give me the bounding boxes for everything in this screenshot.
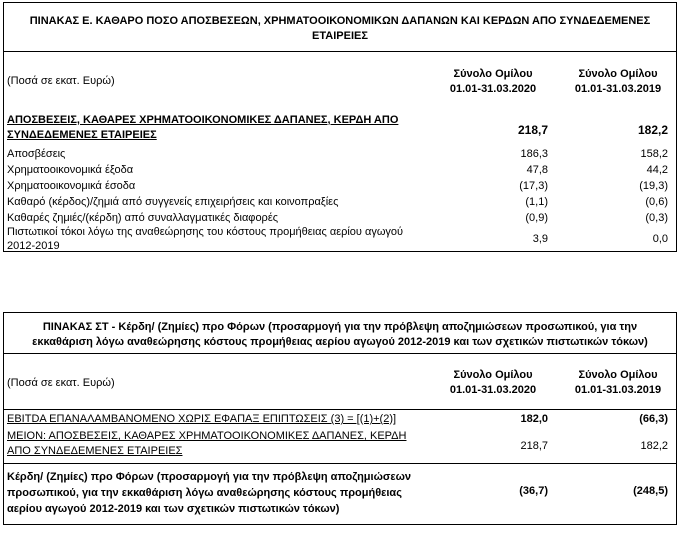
table-row: Χρηματοοικονομικά έσοδα (17,3) (19,3) xyxy=(7,180,668,192)
table-e-col2-header: Σύνολο Ομίλου 01.01-31.03.2019 xyxy=(574,68,662,95)
table-st-divider xyxy=(4,353,676,354)
table-st-divider-2 xyxy=(4,409,676,410)
table-st xyxy=(3,312,677,525)
table-e-total-label: ΑΠΟΣΒΕΣΕΙΣ, ΚΑΘΑΡΕΣ ΧΡΗΜΑΤΟΟΙΚΟΝΟΜΙΚΕΣ ΔΑΠΑΝΕΣ, ΚΕΡΔΗ ΑΠΟ ΣΥΝΔΕΔΕΜΕΝΕΣ ΕΤΑΙΡΕΙΕΣ xyxy=(7,114,399,141)
table-row-ebitda: EBITDA ΕΠΑΝΑΛΑΜΒΑΝΟΜΕΝΟ ΧΩΡΙΣ ΕΦΑΠΑΞ ΕΠΙΠΤΩΣΕΙΣ (3) = [(1)+(2)] 182,0 (66,3) xyxy=(7,413,668,425)
table-st-title: ΠΙΝΑΚΑΣ ΣΤ - Κέρδη/ (Ζημίες) προ Φόρων (προσαρμογή για την πρόβλεψη αποζημιώσεων προσωπικού, για την εκκαθάριση λόγω αναθεώρησης κόστους προμήθειας αερίου αγωγού 2012-2019 και των σχετικών πιστωτικών τόκων) xyxy=(32,321,648,348)
table-e-divider xyxy=(4,51,676,52)
table-e-total-v1: 218,7 xyxy=(517,123,548,137)
table-row: Καθαρές ζημιές/(κέρδη) από συναλλαγματικές διαφορές (0,9) (0,3) xyxy=(7,212,668,224)
table-st-less-v1: 218,7 xyxy=(520,440,548,452)
table-st-col1-header: Σύνολο Ομίλου 01.01-31.03.2020 xyxy=(449,369,537,396)
table-e-col1-header: Σύνολο Ομίλου 01.01-31.03.2020 xyxy=(449,68,537,95)
table-e-last-v2: 0,0 xyxy=(652,233,668,245)
table-e-units: (Ποσά σε εκατ. Ευρώ) xyxy=(7,75,115,87)
table-row: Χρηματοοικονομικά έξοδα 47,8 44,2 xyxy=(7,164,668,176)
table-e-total-v2: 182,2 xyxy=(637,123,668,137)
table-st-units: (Ποσά σε εκατ. Ευρώ) xyxy=(7,377,115,389)
table-e-last-v1: 3,9 xyxy=(532,233,548,245)
table-row: Καθαρό (κέρδος)/ζημιά από συγγενείς επιχειρήσεις και κοινοπραξίες (1,1) (0,6) xyxy=(7,196,668,208)
table-st-result-v1: (36,7) xyxy=(519,485,548,497)
table-st-col2-header: Σύνολο Ομίλου 01.01-31.03.2019 xyxy=(574,369,662,396)
table-st-less-label: ΜΕΙΟΝ: ΑΠΟΣΒΕΣΕΙΣ, ΚΑΘΑΡΕΣ ΧΡΗΜΑΤΟΟΙΚΟΝΟΜΙΚΕΣ ΔΑΠΑΝΕΣ, ΚΕΡΔΗ ΑΠΟ ΣΥΝΔΕΔΕΜΕΝΕΣ ΕΤΑΙΡΕΙΕΣ xyxy=(7,430,407,457)
table-e xyxy=(3,2,677,252)
table-st-result-label: Κέρδη/ (Ζημίες) προ Φόρων (προσαρμογή για την πρόβλεψη αποζημιώσεων προσωπικού, για την εκκαθάριση λόγω αναθεώρησης κόστους προμήθειας αερίου αγωγού 2012-2019 και των σχετικών πιστωτικών τόκων) xyxy=(7,471,412,515)
table-row: Αποσβέσεις 186,3 158,2 xyxy=(7,148,668,160)
table-st-less-v2: 182,2 xyxy=(640,440,668,452)
table-st-result-v2: (248,5) xyxy=(633,485,668,497)
table-e-title: ΠΙΝΑΚΑΣ Ε. ΚΑΘΑΡΟ ΠΟΣΟ ΑΠΟΣΒΕΣΕΩΝ, ΧΡΗΜΑΤΟΟΙΚΟΝΟΜΙΚΩΝ ΔΑΠΑΝΩΝ ΚΑΙ ΚΕΡΔΩΝ ΑΠΟ ΣΥΝΔΕΔΕΜΕΝΕΣ ΕΤΑΙΡΕΙΕΣ xyxy=(29,15,651,42)
table-st-divider-3 xyxy=(4,463,676,464)
table-e-last-label: Πιστωτικοί τόκοι λόγω της αναθεώρησης του κόστους προμήθειας αερίου αγωγού 2012-2019 xyxy=(7,226,404,252)
